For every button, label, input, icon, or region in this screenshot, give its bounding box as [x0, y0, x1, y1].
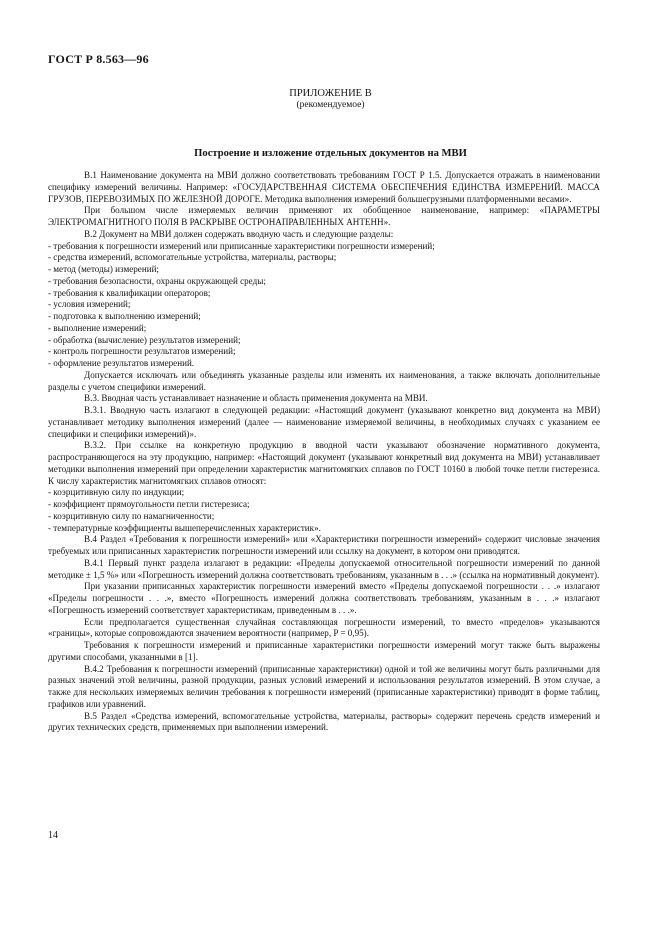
list-item: - выполнение измерений; [48, 322, 147, 333]
list-item: - коэрцитивную силу по намагниченности; [48, 510, 215, 521]
paragraph: При указании приписанных характеристик погрешности измерений вместо «Пределы допускаемой погрешности . . .» излагают «Пределы погрешности . . .», вместо «Погрешность измерений должна соответствовать требованиям, указанным в . . .» излагают «Погрешность измерений соответствует характеристикам, приведенным в . . .». [48, 581, 600, 615]
document-header: ГОСТ Р 8.563—96 [48, 52, 149, 66]
list-item: - требования к квалификации операторов; [48, 287, 211, 298]
paragraph: В.4.2 Требования к погрешности измерений (приписанные характеристики) одной и той же величины могут быть различными для разных значений этой величины, разной продукции, разных условий измерений и использования результатов измерений. В этом случае, а также для нескольких измеряемых величин требования к погрешности измерений (приписанные характеристики) приводят в форме таблиц, графиков или уравнений. [48, 663, 600, 709]
list-item: - контроль погрешности результатов измерений; [48, 346, 236, 357]
appendix-title: ПРИЛОЖЕНИЕ В [289, 88, 372, 99]
paragraph: В.2 Документ на МВИ должен содержать вводную часть и следующие разделы: [84, 228, 394, 239]
paragraph: В.3. Вводная часть устанавливает назначение и область применения документа на МВИ. [84, 393, 428, 404]
document-body [48, 170, 600, 734]
list-item: - температурные коэффициенты вышеперечисленных характеристик». [48, 522, 321, 533]
paragraph: При большом числе измеряемых величин применяют их обобщенное наименование, например: «ПАРАМЕТРЫ ЭЛЕКТРОМАГНИТНОГО ПОЛЯ В РАСКРЫВЕ ОСТРОНАПРАВЛЕННЫХ АНТЕНН». [48, 205, 600, 227]
paragraph: В.3.2. При ссылке на конкретную продукцию в вводной части указывают обозначение нормативного документа, распространяющегося на эту продукцию, например: «Настоящий документ (указывают конкретный вид документа на МВИ) устанавливает методики выполнения измерений при определении характеристик магнитомягких сплавов по ГОСТ 10160 в любой точке петли гистерезиса. К числу характеристик магнитомягких сплавов относят: [48, 440, 600, 486]
page-number: 14 [48, 830, 58, 841]
paragraph: Требования к погрешности измерений и приписанные характеристики погрешности измерений могут также быть выражены другими способами, указанными в [1]. [48, 640, 600, 662]
list-item: - обработка (вычисление) результатов измерений; [48, 334, 241, 345]
paragraph: Если предполагается существенная случайная составляющая погрешности измерений, то вместо «пределов» указываются «границы», которые сопровождаются значением вероятности (например, P = 0,95). [48, 616, 600, 639]
paragraph: В.5 Раздел «Средства измерений, вспомогательные устройства, материалы, растворы» содержит перечень средств измерений и других технических средств, применяемых при выполнении измерений. [48, 710, 600, 733]
section-title: Построение и изложение отдельных документов на МВИ [194, 148, 467, 159]
paragraph: В.4 Раздел «Требования к погрешности измерений» или «Характеристики погрешности измерений» содержит числовые значения требуемых или приписанных характеристик погрешности измерений или ссылку на документ, в котором они приводятся. [48, 534, 600, 556]
paragraph: В.4.1 Первый пункт раздела излагают в редакции: «Пределы допускаемой относительной погрешности измерений по данной методике ± 1,5 %» или «Погрешность измерений должна соответствовать требованиям, указанным в . . .» (ссылка на нормативный документ). [48, 557, 600, 580]
list-item: - подготовка к выполнению измерений; [48, 311, 201, 321]
list-item: - условия измерений; [48, 299, 131, 310]
list-item: - оформление результатов измерений. [48, 358, 195, 368]
list-item: - метод (методы) измерений; [48, 264, 159, 274]
paragraph: В.3.1. Вводную часть излагают в следующей редакции: «Настоящий документ (указывают конкретно вид документа на МВИ) устанавливает методику выполнения измерений (далее — наименование измеряемой величины, в необходимых случаях с указанием ее специфики и специфики измерений)». [48, 405, 600, 439]
paragraph: В.1 Наименование документа на МВИ должно соответствовать требованиям ГОСТ Р 1.5. Допускается отражать в наименовании специфику измерений величины. Например: «ГОСУДАРСТВЕННАЯ СИСТЕМА ОБЕСПЕЧЕНИЯ ЕДИНСТВА ИЗМЕРЕНИЙ. МАССА ГРУЗОВ, ПЕРЕВОЗИМЫХ ПО ЖЕЛЕЗНОЙ ДОРОГЕ. Методика выполнения измерений большегрузными платформенными весами». [48, 170, 600, 204]
list-item: - коэффициент прямоугольности петли гистерезиса; [48, 499, 250, 509]
list-item: - требования безопасности, охраны окружающей среды; [48, 275, 266, 286]
list-item: - коэрцитивную силу по индукции; [48, 487, 185, 498]
paragraph: Допускается исключать или объединять указанные разделы или изменять их наименования, а также включать дополнительные разделы с учетом специфики измерений. [48, 369, 600, 392]
list-item: - средства измерений, вспомогательные устройства, материалы, растворы; [48, 252, 337, 263]
list-item: - требования к погрешности измерений или приписанные характеристики погрешности измерений; [48, 240, 435, 251]
appendix-subtitle: (рекомендуемое) [296, 100, 365, 110]
